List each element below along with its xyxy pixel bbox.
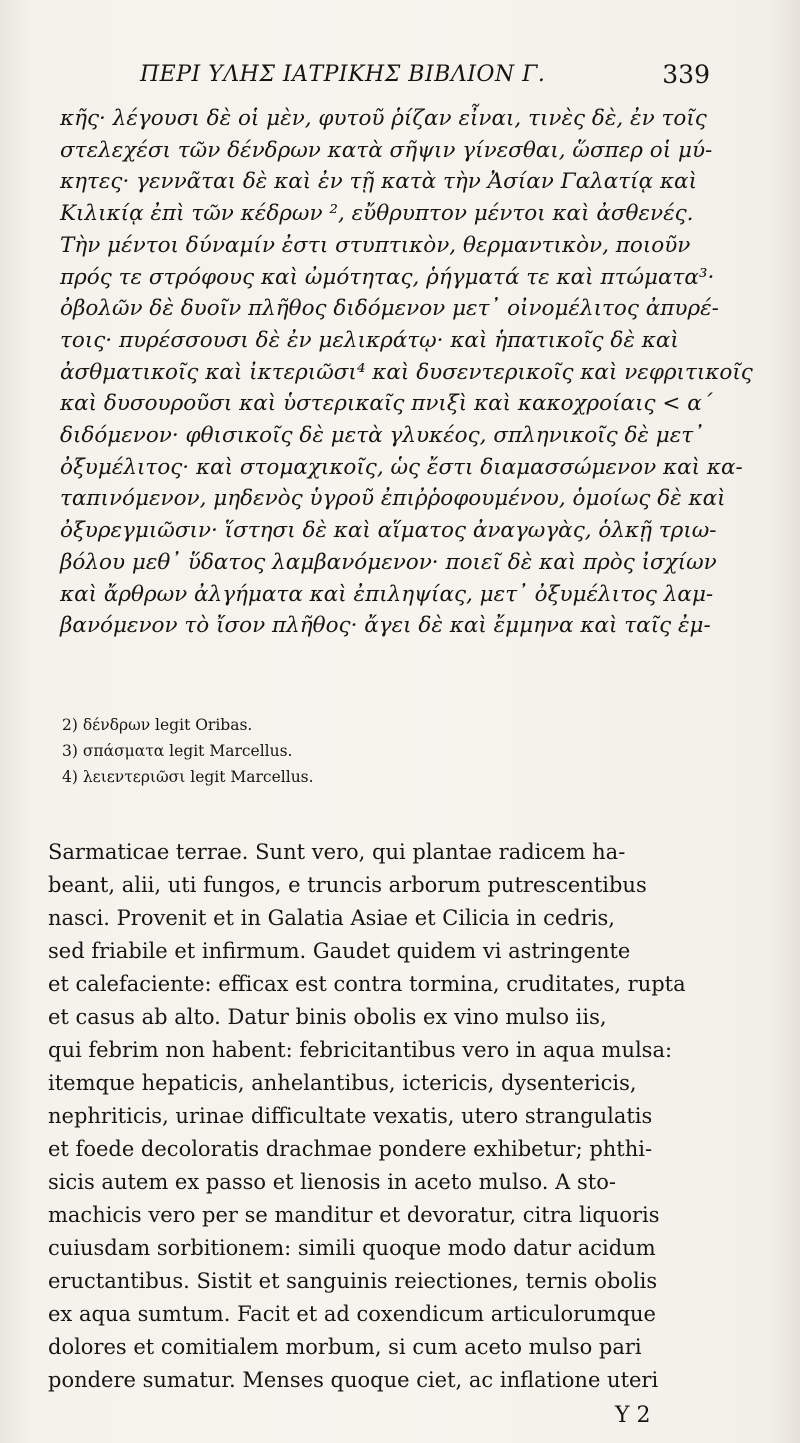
latin-line: ex aqua sumtum. Facit et ad coxendicum articulorumque: [48, 1302, 656, 1326]
greek-line: κῆς· λέγουσι δὲ οἱ μὲν, φυτοῦ ῥίζαν εἶναι, τινὲς δὲ, ἐν τοῖς: [60, 106, 707, 131]
greek-line: ὀξυμέλιτος· καὶ στομαχικοῖς, ὡς ἔστι διαμασσώμενον καὶ κα-: [60, 454, 743, 480]
latin-line: pondere sumatur. Menses quoque ciet, ac inflatione uteri: [48, 1368, 659, 1392]
latin-line: sicis autem ex passo et lienosis in aceto mulso. A sto-: [48, 1170, 616, 1194]
footnotes: [62, 712, 662, 790]
latin-line: qui febrim non habent: febricitantibus vero in aqua mulsa:: [48, 1038, 673, 1062]
greek-line: βόλου μεθ᾽ ὕδατος λαμβανόμενον· ποιεῖ δὲ καὶ πρὸς ἰσχίων: [60, 549, 717, 575]
greek-line: κητες· γεννᾶται δὲ καὶ ἐν τῇ κατὰ τὴν Ἀσίαν Γαλατίᾳ καὶ: [60, 169, 698, 195]
page-header: [110, 62, 710, 98]
latin-line: nephriticis, urinae difficultate vexatis, utero strangulatis: [48, 1104, 653, 1128]
greek-line: ἀσθματικοῖς καὶ ἰκτεριῶσι⁴ καὶ δυσεντερικοῖς καὶ νεφριτικοῖς: [60, 359, 753, 385]
footnote: 4) λειεντεριῶσι legit Marcellus.: [62, 768, 314, 786]
latin-translation-block: [48, 836, 718, 1397]
latin-line: et foede decoloratis drachmae pondere exhibetur; phthi-: [48, 1137, 653, 1161]
latin-line: itemque hepaticis, anhelantibus, ictericis, dysentericis,: [48, 1071, 637, 1095]
greek-line: βανόμενον τὸ ἴσον πλῆθος· ἄγει δὲ καὶ ἔμμηνα καὶ ταῖς ἐμ-: [60, 613, 711, 639]
greek-line: καὶ δυσουροῦσι καὶ ὑστερικαῖς πνιξὶ καὶ κακοχροίαις < α΄: [60, 391, 713, 417]
footnote: 3) σπάσματα legit Marcellus.: [62, 742, 293, 760]
latin-line: cuiusdam sorbitionem: simili quoque modo datur acidum: [48, 1236, 656, 1260]
greek-line: στελεχέσι τῶν δένδρων κατὰ σῆψιν γίνεσθαι, ὥσπερ οἱ μύ-: [60, 137, 713, 163]
greek-line: Κιλικίᾳ ἐπὶ τῶν κέδρων ², εὔθρυπτον μέντοι καὶ ἀσθενές.: [60, 201, 694, 227]
latin-line: dolores et comitialem morbum, si cum aceto mulso pari: [48, 1335, 642, 1359]
greek-line: ταπινόμενον, μηδενὸς ὑγροῦ ἐπιῤῥοφουμένου, ὁμοίως δὲ καὶ: [60, 486, 726, 512]
greek-line: διδόμενον· φθισικοῖς δὲ μετὰ γλυκέος, σπληνικοῖς δὲ μετ᾽: [60, 423, 704, 449]
page-number: 339: [662, 60, 710, 89]
latin-line: machicis vero per se manditur et devoratur, citra liquoris: [48, 1203, 660, 1227]
greek-text-block: [60, 103, 753, 642]
latin-line: et calefaciente: efficax est contra tormina, cruditates, rupta: [48, 972, 686, 996]
latin-line: beant, alii, uti fungos, e truncis arborum putrescentibus: [48, 873, 647, 897]
signature-mark: Y 2: [615, 1403, 651, 1428]
greek-line: πρός τε στρόφους καὶ ὠμότητας, ῥήγματά τε καὶ πτώματα³·: [60, 264, 715, 290]
latin-line: et casus ab alto. Datur binis obolis ex vino mulso iis,: [48, 1005, 607, 1029]
latin-line: nasci. Provenit et in Galatia Asiae et Cilicia in cedris,: [48, 906, 615, 930]
greek-line: Τὴν μέντοι δύναμίν ἐστι στυπτικὸν, θερμαντικὸν, ποιοῦν: [60, 232, 691, 258]
latin-line: eructantibus. Sistit et sanguinis reiectiones, ternis obolis: [48, 1269, 658, 1293]
running-title: ΠΕΡΙ ΥΛΗΣ ΙΑΤΡΙΚΗΣ ΒΙΒΛΙΟΝ Γ.: [140, 62, 546, 87]
latin-line: Sarmaticae terrae. Sunt vero, qui plantae radicem ha-: [48, 840, 626, 864]
greek-line: καὶ ἄρθρων ἀλγήματα καὶ ἐπιληψίας, μετ᾽ ὀξυμέλιτος λαμ-: [60, 581, 714, 607]
footnote: 2) δένδρων legit Oribas.: [62, 716, 253, 734]
greek-line: ὀβολῶν δὲ δυοῖν πλῆθος διδόμενον μετ᾽ οἰνομέλιτος ἀπυρέ-: [60, 296, 719, 322]
greek-line: τοις· πυρέσσουσι δὲ ἐν μελικράτῳ· καὶ ἡπατικοῖς δὲ καὶ: [60, 327, 679, 353]
greek-line: ὀξυρεγμιῶσιν· ἵστησι δὲ καὶ αἵματος ἀναγωγὰς, ὁλκῇ τριω-: [60, 518, 717, 544]
latin-line: sed friabile et infirmum. Gaudet quidem vi astringente: [48, 939, 631, 963]
